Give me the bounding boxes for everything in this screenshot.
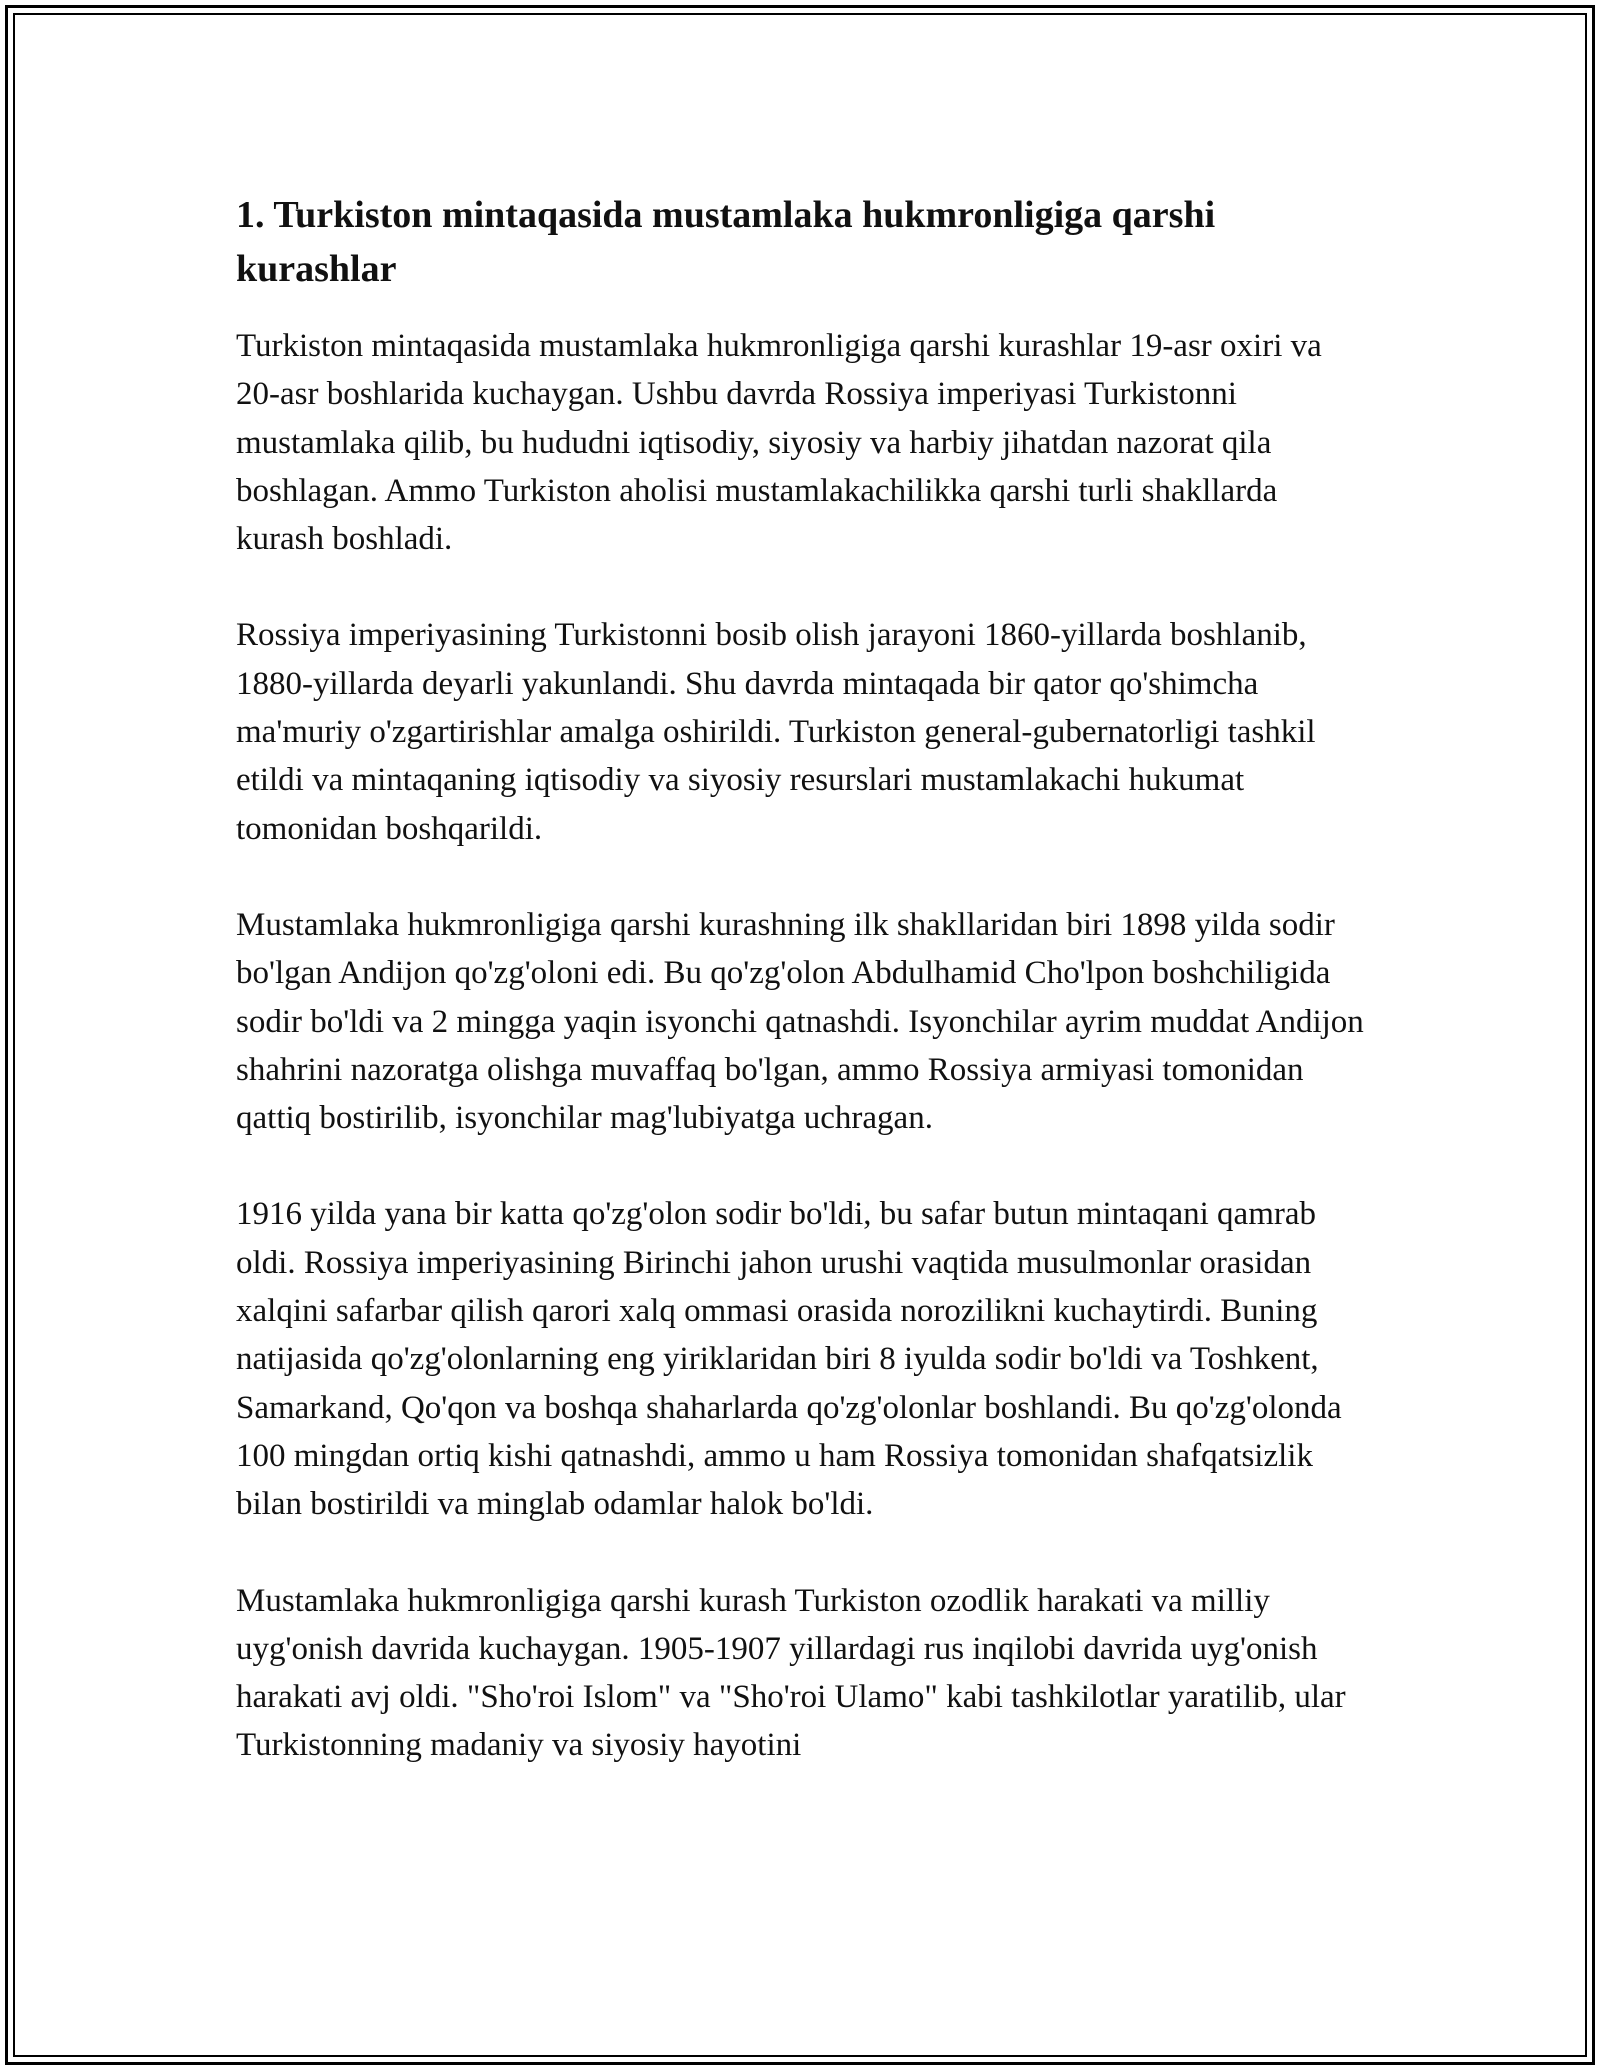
paragraph-2: Rossiya imperiyasining Turkistonni bosib olish jarayoni 1860-yillarda boshlanib, 1880-yillarda deyarli yakunlandi. Shu davrda mintaqada bir qator qo'shimcha ma'muriy o'zgartirishlar amalga oshirildi. Turkiston general-gubernatorligi tashkil etildi va mintaqaning iqtisodiy va siyosiy resurslari mustamlakachi hukumat tomonidan boshqarildi. — [236, 617, 1316, 847]
paragraph-5: Mustamlaka hukmronligiga qarshi kurash Turkiston ozodlik harakati va milliy uyg'onish davrida kuchaygan. 1905-1907 yillardagi rus inqilobi davrida uyg'onish harakati avj oldi. "Sho'roi Islom" va "Sho'roi Ulamo" kabi tashkilotlar yaratilib, ular Turkistonning madaniy va siyosiy hayotini — [236, 1582, 1346, 1764]
section-heading: 1. Turkiston mintaqasida mustamlaka hukmronligiga qarshi kurashlar — [236, 194, 1216, 290]
document-body — [236, 188, 1366, 1770]
paragraph-4: 1916 yilda yana bir katta qo'zg'olon sodir bo'ldi, bu safar butun mintaqani qamrab oldi. Rossiya imperiyasining Birinchi jahon urushi vaqtida musulmonlar orasidan xalqini safarbar qilish qarori xalq ommasi orasida norozilikni kuchaytirdi. Buning natijasida qo'zg'olonlarning eng yiriklaridan biri 8 iyulda sodir bo'ldi va Toshkent, Samarkand, Qo'qon va boshqa shaharlarda qo'zg'olonlar boshlandi. Bu qo'zg'olonda 100 mingdan ortiq kishi qatnashdi, ammo u ham Rossiya tomonidan shafqatsizlik bilan bostirildi va minglab odamlar halok bo'ldi. — [236, 1196, 1342, 1523]
paragraph-3: Mustamlaka hukmronligiga qarshi kurashning ilk shakllaridan biri 1898 yilda sodir bo'lgan Andijon qo'zg'oloni edi. Bu qo'zg'olon Abdulhamid Cho'lpon boshchiligida sodir bo'ldi va 2 mingga yaqin isyonchi qatnashdi. Isyonchilar ayrim muddat Andijon shahrini nazoratga olishga muvaffaq bo'lgan, ammo Rossiya armiyasi tomonidan qattiq bostirilib, isyonchilar mag'lubiyatga uchragan. — [236, 906, 1364, 1137]
paragraph-1: Turkiston mintaqasida mustamlaka hukmronligiga qarshi kurashlar 19-asr oxiri va 20-asr boshlarida kuchaygan. Ushbu davrda Rossiya imperiyasi Turkistonni mustamlaka qilib, bu hududni iqtisodiy, siyosiy va harbiy jihatdan nazorat qila boshlagan. Ammo Turkiston aholisi mustamlakachilikka qarshi turli shakllarda kurash boshladi. — [236, 328, 1322, 558]
